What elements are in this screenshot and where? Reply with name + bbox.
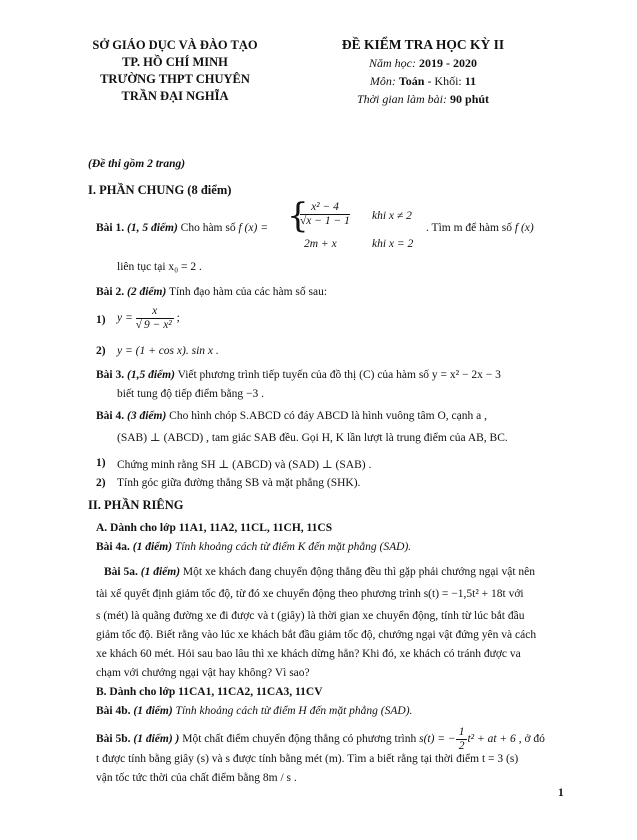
problem-1-question: . Tìm m để hàm số f (x) <box>426 222 534 234</box>
header-line-2: TP. HỒ CHÍ MINH <box>122 55 228 69</box>
time-line: Thời gian làm bài: 90 phút <box>356 92 490 106</box>
problem-5b-line-3: vận tốc tức thời của chất điểm bằng 8m / s . <box>96 772 297 784</box>
problem-5a-line-4: giảm tốc độ. Biết rằng vào lúc xe khách bắt đầu giảm tốc độ, chướng ngại vật đứng yên và cách <box>96 629 537 641</box>
problem-1-line-2: liên tục tại x₀ = 2 . <box>117 261 202 273</box>
header-line-4: TRẦN ĐẠI NGHĨA <box>121 89 229 103</box>
section-1-heading: I. PHẦN CHUNG (8 điểm) <box>88 183 232 197</box>
case-2-condition: khi x = 2 <box>372 238 414 250</box>
problem-2-item-2-number: 2) <box>96 345 106 357</box>
problem-4-item-2: Tính góc giữa đường thẳng SB và mặt phẳng (SHK). <box>117 477 361 489</box>
part-b-heading: B. Dành cho lớp 11CA1, 11CA2, 11CA3, 11CV <box>96 686 323 698</box>
piecewise-brace: { <box>287 196 309 236</box>
problem-2-item-2: y = (1 + cos x). sin x . <box>117 345 219 357</box>
section-2-heading: II. PHẦN RIÊNG <box>88 498 184 512</box>
problem-5b-line-1: Bài 5b. (1 điểm) ) Một chất điểm chuyển động thẳng có phương trình s(t) = − $\frac{1}{2}$ t² + at + 6 , ở đó <box>96 726 545 752</box>
problem-5a-line-3: s (mét) là quãng đường xe đi được và t (giây) là thời gian xe chuyển động, tính từ lúc bắt đầu <box>96 610 525 622</box>
problem-3-line-2: biết tung độ tiếp điểm bằng −3 . <box>117 388 265 400</box>
page-number: 1 <box>558 787 564 799</box>
problem-4-line-2: (SAB) ⊥ (ABCD) , tam giác SAB đều. Gọi H, K lần lượt là trung điểm của AB, BC. <box>117 432 508 444</box>
problem-4b: Bài 4b. (1 điểm) Tính khoảng cách từ điểm H đến mặt phẳng (SAD). <box>96 705 413 717</box>
problem-5a-line-6: chạm với chướng ngại vật hay không? Vì sao? <box>96 667 310 679</box>
problem-5b-line-2: t được tính bằng giây (s) và s được tính bằng mét (m). Tìm a biết rằng tại thời điểm t = 3 (s) <box>96 753 519 765</box>
problem-4-item-2-number: 2) <box>96 477 106 489</box>
header-line-3: TRƯỜNG THPT CHUYÊN <box>100 72 250 86</box>
problem-5a-line-5: xe khách 60 mét. Hỏi sau bao lâu thì xe khách dừng hẳn? Khi đó, xe khách có tránh được va <box>96 648 521 660</box>
page-count-note: (Đề thi gồm 2 trang) <box>88 158 186 170</box>
problem-2-intro: Bài 2. (2 điểm) Tính đạo hàm của các hàm số sau: <box>96 286 328 298</box>
piecewise-case-1: $\frac{\text{x² − 4}}{√x - 1 - 1}$ <box>300 201 350 227</box>
problem-2-item-1: y = $\frac{x}{\text{√ 9 − x²}}$ ; <box>117 305 180 331</box>
case-1-condition: khi x ≠ 2 <box>372 210 412 222</box>
problem-1-intro: Bài 1. (1, 5 điểm) Cho hàm số f (x) = <box>96 222 268 234</box>
exam-title: ĐỀ KIỂM TRA HỌC KỲ II <box>341 37 505 52</box>
problem-3-line-1: Bài 3. (1,5 điểm) Viết phương trình tiếp tuyến của đồ thị (C) của hàm số y = x² − 2x − 3 <box>96 369 501 381</box>
problem-5a-line-2: tài xế quyết định giảm tốc độ, từ đó xe chuyển động theo phương trình s(t) = −1,5t² + 18t với <box>96 588 524 600</box>
problem-2-item-1-number: 1) <box>96 314 106 326</box>
problem-4-item-1-number: 1) <box>96 457 106 469</box>
header-line-1: SỞ GIÁO DỤC VÀ ĐÀO TẠO <box>92 38 258 52</box>
problem-5a-line-1: Bài 5a. (1 điểm) Một xe khách đang chuyển động thẳng đều thì gặp phải chướng ngại vật nên <box>104 566 536 578</box>
problem-4-line-1: Bài 4. (3 điểm) Cho hình chóp S.ABCD có đáy ABCD là hình vuông tâm O, cạnh a , <box>96 410 487 422</box>
subject-line: Môn: Toán - Khối: 11 <box>369 74 477 88</box>
problem-4a: Bài 4a. (1 điểm) Tính khoảng cách từ điểm K đến mặt phẳng (SAD). <box>96 541 412 553</box>
piecewise-case-2: 2m + x <box>304 238 337 250</box>
part-a-heading: A. Dành cho lớp 11A1, 11A2, 11CL, 11CH, 11CS <box>96 522 333 534</box>
school-year: Năm học: 2019 - 2020 <box>369 56 477 70</box>
problem-4-item-1: Chứng minh rằng SH ⊥ (ABCD) và (SAD) ⊥ (SAB) . <box>117 459 372 471</box>
